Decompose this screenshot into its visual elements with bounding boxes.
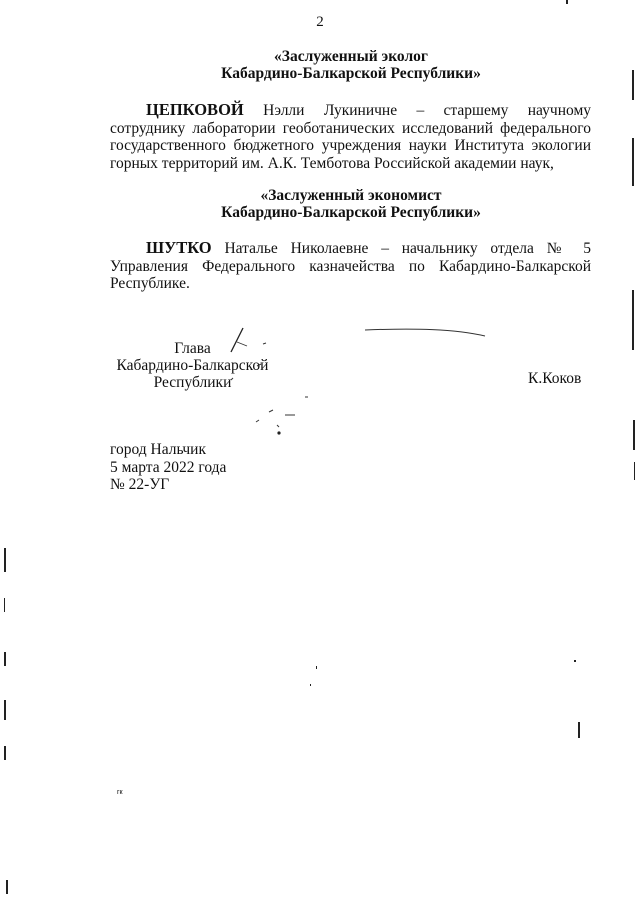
award-title-economist-line1: «Заслуженный экономист — [260, 187, 442, 204]
recipient-surname-shutko: ШУТКО — [146, 238, 212, 257]
award-title-ecologist-line1: «Заслуженный эколог — [274, 48, 428, 65]
recipient-surname-tsepkova: ЦЕПКОВОЙ — [146, 100, 244, 119]
signatory-position-line3: Республики — [153, 374, 232, 391]
place-and-date — [110, 441, 226, 494]
handwritten-signature — [195, 300, 525, 450]
award-title-ecologist — [110, 48, 592, 82]
award-title-economist-line2: Кабардино-Балкарской Республики» — [221, 204, 481, 221]
award-title-economist — [110, 187, 592, 221]
decree-date: 5 марта 2022 года — [110, 458, 227, 476]
award-recipient-economist — [110, 239, 591, 293]
signatory-position-line1: Глава — [174, 340, 211, 357]
signatory-name: К.Коков — [528, 370, 582, 387]
signatory-position-line2: Кабардино-Балкарской — [116, 357, 269, 374]
award-title-ecologist-line2: Кабардино-Балкарской Республики» — [221, 65, 481, 82]
city: город Нальчик — [110, 441, 206, 458]
award-recipient-ecologist — [110, 101, 591, 172]
footer-code: гк — [117, 789, 123, 796]
recipient-details-tsepkova: Нэлли Лукиничне – старшему научному сотруднику лаборатории геоботанических исследований федерального государственного бюджетного учреждения науки Института экологии горных территорий им. А.К. Темботова Российской академии наук, — [110, 102, 592, 172]
recipient-details-shutko: Наталье Николаевне – начальнику отдела № 5 Управления Федерального казначейства по Кабардино-Балкарской Республике. — [110, 240, 592, 292]
page-number: 2 — [316, 14, 324, 30]
decree-number: № 22-УГ — [110, 476, 170, 493]
